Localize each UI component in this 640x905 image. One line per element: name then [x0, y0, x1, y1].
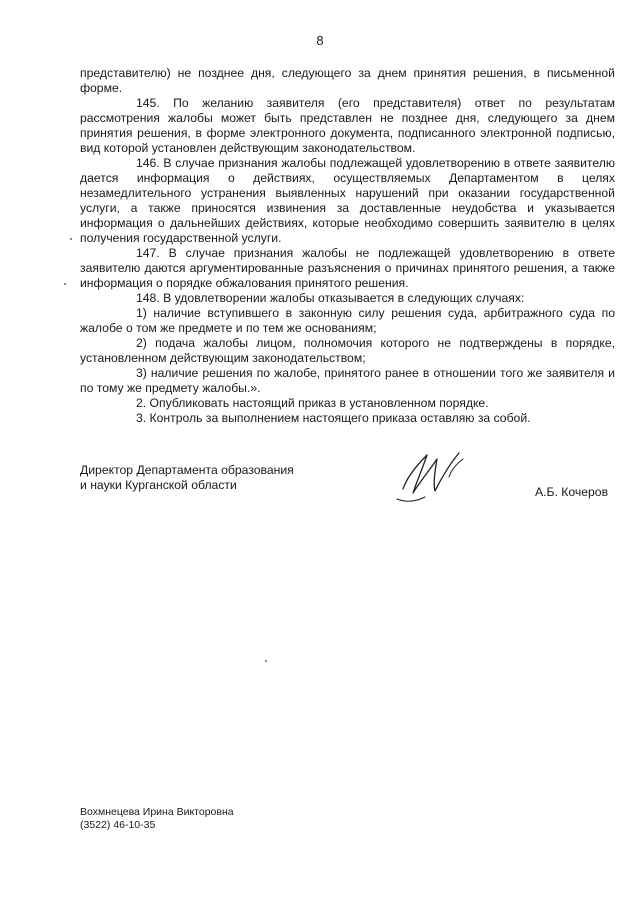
page-number: 8	[316, 33, 324, 48]
list-item-3: 3) наличие решения по жалобе, принятого ранее в отношении того же заявителя и по тому же предмету жалобы.».	[80, 366, 615, 395]
signer-position-line-1: Директор Департамента образования	[80, 463, 294, 477]
paragraph-continuation: представителю) не позднее дня, следующего за днем принятия решения, в письменной форме.	[80, 66, 615, 95]
scan-speck	[64, 283, 66, 285]
list-item-2: 2) подача жалобы лицом, полномочия которого не подтверждены в порядке, установленном действующим законодательством;	[80, 336, 615, 365]
paragraph-147: 147. В случае признания жалобы не подлежащей удовлетворению в ответе заявителю даются аргументированные разъяснения о причинах принятого решения, а также информация о порядке обжалования принятого решения.	[80, 246, 615, 290]
document-body	[80, 66, 615, 426]
list-item-1: 1) наличие вступившего в законную силу решения суда, арбитражного суда по жалобе о том же предмете и по тем же основаниям;	[80, 306, 615, 335]
scan-speck	[265, 660, 267, 662]
handwritten-signature-icon	[393, 447, 488, 507]
paragraph-148: 148. В удовлетворении жалобы отказывается в следующих случаях:	[136, 291, 525, 305]
signer-position	[80, 463, 294, 493]
scan-speck	[70, 238, 72, 240]
order-item-2: 2. Опубликовать настоящий приказ в установленном порядке.	[136, 396, 489, 410]
contact-block	[80, 806, 234, 832]
contact-name: Вохмнецева Ирина Викторовна	[80, 806, 234, 818]
signer-name: А.Б. Кочеров	[535, 485, 609, 499]
signer-position-line-2: и науки Курганской области	[80, 478, 237, 492]
paragraph-145: 145. По желанию заявителя (его представителя) ответ по результатам рассмотрения жалобы может быть представлен не позднее дня, следующего за днем принятия решения, в форме электронного документа, подписанного электронной подписью, вид которой установлен действующим законодательством.	[80, 96, 615, 155]
contact-phone: (3522) 46-10-35	[80, 819, 156, 831]
order-item-3: 3. Контроль за выполнением настоящего приказа оставляю за собой.	[136, 411, 531, 425]
paragraph-146: 146. В случае признания жалобы подлежащей удовлетворению в ответе заявителю дается информация о действиях, осуществляемых Департаментом в целях незамедлительного устранения выявленных нарушений при оказании государственной услуги, а также приносятся извинения за доставленные неудобства и указывается информация о дальнейших действиях, которые необходимо совершить заявителю в целях получения государственной услуги.	[80, 156, 615, 245]
